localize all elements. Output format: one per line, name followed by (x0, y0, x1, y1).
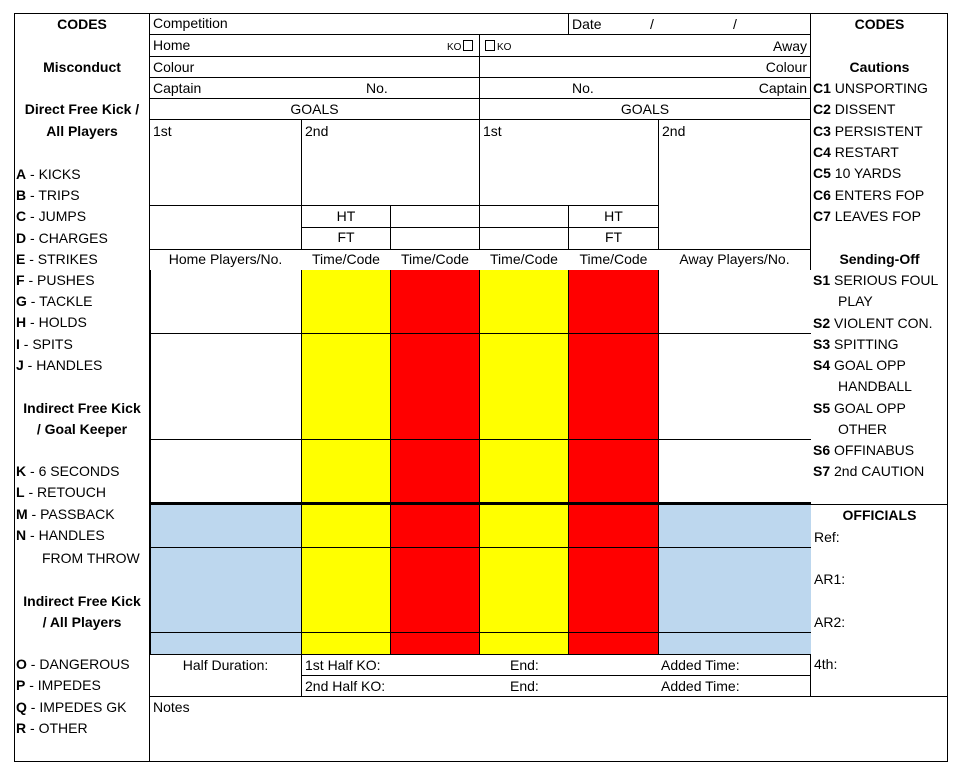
dfk-title-line2: All Players (46, 123, 118, 139)
code-key: N (16, 526, 27, 543)
player-caution-time-cell[interactable] (479, 440, 569, 462)
player-caution-time-cell[interactable] (479, 418, 569, 440)
code-separator: - (24, 272, 38, 288)
code-label: HOLDS (38, 314, 87, 331)
code-c4 (813, 143, 899, 161)
notes-label[interactable]: Notes (153, 699, 190, 715)
left-codes-header: CODES (57, 16, 107, 32)
date-divider (568, 13, 569, 35)
player-caution-time-cell[interactable] (301, 334, 391, 356)
code-key: C4 (813, 143, 831, 160)
sub-away-name-cell[interactable] (658, 590, 811, 612)
code-key: L (16, 484, 25, 501)
code-key: D (16, 229, 27, 246)
code-s7 (813, 462, 924, 480)
code-separator: - (26, 698, 40, 715)
sub-sendoff-time-cell[interactable] (390, 590, 480, 612)
player-sendoff-time-cell[interactable] (568, 334, 659, 356)
player-sendoff-time-cell[interactable] (568, 482, 659, 504)
second-half-end-label[interactable]: End: (510, 678, 539, 694)
second-half-ko-label[interactable]: 2nd Half KO: (305, 678, 386, 694)
sub-caution-time-cell[interactable] (479, 611, 569, 633)
away-goals-1st[interactable]: 1st (483, 123, 502, 139)
sub-caution-time-cell[interactable] (301, 611, 391, 633)
sub-away-name-cell[interactable] (658, 611, 811, 633)
sub-sendoff-time-cell[interactable] (390, 569, 480, 591)
away-ht-label: HT (604, 208, 623, 224)
code-key: R (16, 719, 27, 736)
sub-caution-time-cell[interactable] (479, 548, 569, 570)
code-label: SERIOUS FOUL (834, 272, 939, 288)
official-ref-label: Ref: (814, 529, 840, 545)
sub-caution-time-cell[interactable] (301, 633, 391, 655)
code-separator: - (26, 463, 39, 479)
footer-divider (301, 654, 302, 696)
player-caution-time-cell[interactable] (301, 312, 391, 334)
player-home-name-cell[interactable] (150, 376, 302, 398)
first-half-added-time-label[interactable]: Added Time: (661, 657, 740, 673)
date-separator-1: / (650, 16, 654, 32)
home-ko-label: KO (447, 42, 462, 53)
player-home-name-cell[interactable] (150, 270, 302, 292)
sub-sendoff-time-cell[interactable] (568, 611, 659, 633)
code-key: S7 (813, 463, 831, 479)
ifk-all-title-line2: / All Players (42, 614, 122, 630)
code-key: O (16, 656, 27, 672)
code-label: PUSHES (37, 272, 95, 288)
sub-away-name-cell[interactable] (658, 505, 811, 527)
home-goals-2nd[interactable]: 2nd (305, 123, 329, 139)
code-j (16, 356, 102, 374)
code-d (16, 229, 108, 247)
away-goals-2nd[interactable]: 2nd (662, 123, 686, 139)
player-caution-time-cell[interactable] (301, 355, 391, 377)
code-l (16, 483, 106, 501)
code-key: E (16, 250, 26, 267)
code-label: JUMPS (38, 208, 87, 225)
misconduct-title: Misconduct (43, 59, 121, 75)
code-separator: - (26, 187, 39, 204)
code-s3 (813, 335, 899, 353)
code-label: 2nd CAUTION (834, 463, 925, 479)
player-away-name-cell[interactable] (658, 291, 811, 313)
code-label: OFFINABUS (834, 442, 915, 458)
code-label: KICKS (38, 166, 81, 182)
code-label: 10 YARDS (834, 165, 902, 182)
code-separator: - (26, 526, 39, 543)
footer-top-rule (150, 654, 811, 655)
competition-row (150, 13, 810, 35)
sub-caution-time-cell[interactable] (301, 569, 391, 591)
code-separator: - (26, 166, 39, 182)
code-separator: - (26, 314, 39, 331)
code-key: C2 (813, 101, 831, 118)
code-label: STRIKES (37, 250, 98, 267)
away-colour-label[interactable]: Colour (765, 59, 807, 75)
code-separator: - (25, 250, 38, 267)
sub-away-name-cell[interactable] (658, 548, 811, 570)
player-sendoff-time-cell[interactable] (390, 418, 480, 440)
code-label: PASSBACK (40, 505, 115, 522)
player-sendoff-time-cell[interactable] (568, 312, 659, 334)
code-key: C3 (813, 122, 831, 139)
code-m (16, 505, 115, 523)
away-label[interactable]: Away (773, 38, 807, 54)
sub-sendoff-time-cell[interactable] (390, 526, 480, 548)
player-caution-time-cell[interactable] (301, 376, 391, 398)
code-c3 (813, 122, 923, 140)
sub-sendoff-time-cell[interactable] (568, 590, 659, 612)
home-sendoff-time-header: Time/Code (401, 251, 469, 267)
player-caution-time-cell[interactable] (301, 482, 391, 504)
cautions-title: Cautions (849, 59, 910, 75)
code-label: PERSISTENT (834, 122, 923, 139)
ifk-all-title-line1: Indirect Free Kick (23, 593, 141, 609)
code-key: P (16, 677, 26, 694)
code-label: HANDLES (38, 526, 105, 543)
player-sendoff-time-cell[interactable] (568, 397, 659, 419)
player-caution-time-cell[interactable] (479, 312, 569, 334)
sub-sendoff-time-cell[interactable] (568, 526, 659, 548)
code-label: ENTERS FOP (834, 186, 925, 203)
code-e (16, 250, 98, 268)
sub-sendoff-time-cell[interactable] (568, 548, 659, 570)
player-home-name-cell[interactable] (150, 334, 302, 356)
code-separator: - (26, 656, 40, 672)
player-away-name-cell[interactable] (658, 461, 811, 483)
home-goals-1st[interactable]: 1st (153, 123, 172, 139)
player-sendoff-time-cell[interactable] (568, 355, 659, 377)
code-key: H (16, 314, 27, 331)
sub-sendoff-time-cell[interactable] (390, 611, 480, 633)
sub-home-name-cell[interactable] (150, 526, 302, 548)
sub-home-name-cell[interactable] (150, 569, 302, 591)
player-sendoff-time-cell[interactable] (568, 461, 659, 483)
code-g (16, 292, 93, 310)
code-key: S6 (813, 442, 831, 458)
ht-ft-inner-divider-left (390, 205, 391, 249)
sub-caution-time-cell[interactable] (479, 590, 569, 612)
home-goals-label: GOALS (290, 101, 339, 117)
player-caution-time-cell[interactable] (301, 461, 391, 483)
code-key: F (16, 272, 25, 288)
player-sendoff-time-cell[interactable] (390, 440, 480, 462)
away-sendoff-time-header: Time/Code (579, 251, 648, 267)
sub-sendoff-time-cell[interactable] (568, 505, 659, 527)
official-ar1-label: AR1: (814, 571, 846, 587)
code-c6 (813, 186, 924, 204)
code-s4-continuation: HANDBALL (838, 378, 912, 394)
player-caution-time-cell[interactable] (301, 440, 391, 462)
code-separator: - (27, 505, 41, 522)
code-key: S5 (813, 400, 831, 416)
code-s5 (813, 399, 906, 417)
player-sendoff-time-cell[interactable] (390, 334, 480, 356)
code-separator: - (26, 229, 39, 246)
code-separator: - (26, 719, 39, 736)
code-label: HANDLES (36, 356, 103, 373)
code-c2 (813, 100, 895, 118)
officials-top-rule (811, 504, 948, 505)
code-key: K (16, 463, 27, 479)
code-label: 6 SECONDS (38, 463, 120, 479)
code-label: RESTART (834, 143, 899, 160)
code-separator: - (19, 335, 33, 352)
code-separator: - (26, 208, 39, 225)
code-label: LEAVES FOP (834, 207, 921, 224)
sub-home-name-cell[interactable] (150, 548, 302, 570)
code-label: CHARGES (38, 229, 108, 246)
home-ko-toggle[interactable] (447, 39, 475, 57)
code-label: SPITS (32, 335, 73, 352)
code-n (16, 526, 105, 544)
officials-bottom-rule (811, 696, 948, 697)
code-label: DISSENT (834, 101, 896, 118)
code-s2 (813, 314, 933, 332)
player-away-name-cell[interactable] (658, 334, 811, 356)
player-away-name-cell[interactable] (658, 397, 811, 419)
player-caution-time-cell[interactable] (479, 270, 569, 292)
away-goals-half-divider (658, 120, 659, 249)
code-key: J (16, 356, 24, 373)
sub-caution-time-cell[interactable] (479, 505, 569, 527)
sub-caution-time-cell[interactable] (301, 590, 391, 612)
code-label: TRIPS (38, 187, 80, 204)
player-sendoff-time-cell[interactable] (390, 376, 480, 398)
player-home-name-cell[interactable] (150, 397, 302, 419)
code-key: Q (16, 698, 27, 715)
code-separator: - (25, 677, 38, 694)
code-label: GOAL OPP (834, 400, 906, 416)
home-captain-no-label[interactable]: No. (366, 80, 388, 96)
sendoff-title: Sending-Off (839, 251, 920, 267)
code-key: C6 (813, 186, 831, 203)
code-c1 (813, 79, 928, 97)
player-caution-time-cell[interactable] (301, 418, 391, 440)
code-k (16, 462, 120, 480)
away-ft-label: FT (604, 229, 623, 245)
home-captain-label[interactable]: Captain (153, 80, 202, 96)
player-sendoff-time-cell[interactable] (568, 291, 659, 313)
code-f (16, 271, 95, 289)
officials-title: OFFICIALS (842, 507, 917, 523)
player-sendoff-time-cell[interactable] (390, 291, 480, 313)
sub-caution-time-cell[interactable] (479, 569, 569, 591)
code-label: IMPEDES GK (39, 698, 127, 715)
footer-mid-rule (301, 675, 811, 676)
dfk-title-line1: Direct Free Kick / (24, 101, 140, 117)
date-separator-2: / (733, 16, 737, 32)
away-goals-label: GOALS (620, 101, 670, 117)
code-s1-continuation: PLAY (838, 293, 873, 309)
sub-away-name-cell[interactable] (658, 526, 811, 548)
sub-away-name-cell[interactable] (658, 569, 811, 591)
official-ar2-label: AR2: (814, 614, 846, 630)
sub-caution-time-cell[interactable] (301, 526, 391, 548)
substitutes-separator (150, 502, 811, 505)
n-code-continuation: FROM THROW (42, 550, 140, 566)
away-ko-toggle[interactable] (483, 39, 511, 57)
sub-home-name-cell[interactable] (150, 611, 302, 633)
code-key: S1 (813, 272, 831, 288)
player-sendoff-time-cell[interactable] (390, 270, 480, 292)
code-p (16, 676, 101, 694)
second-half-added-time-label[interactable]: Added Time: (661, 678, 740, 694)
away-ko-label: KO (497, 42, 512, 53)
code-key: C (16, 208, 27, 225)
home-players-header: Home Players/No. (168, 251, 283, 267)
code-i (16, 335, 73, 353)
player-home-name-cell[interactable] (150, 355, 302, 377)
player-sendoff-time-cell[interactable] (390, 482, 480, 504)
player-away-name-cell[interactable] (658, 376, 811, 398)
home-ht-label: HT (336, 208, 356, 224)
player-sendoff-time-cell[interactable] (390, 312, 480, 334)
code-b (16, 186, 80, 204)
code-key: B (16, 187, 27, 204)
notes-top-rule (150, 696, 811, 697)
player-away-name-cell[interactable] (658, 355, 811, 377)
code-label: IMPEDES (37, 677, 101, 694)
code-separator: - (26, 293, 40, 310)
code-key: S3 (813, 336, 831, 352)
code-label: TACKLE (39, 293, 93, 310)
player-caution-time-cell[interactable] (479, 482, 569, 504)
player-sendoff-time-cell[interactable] (568, 270, 659, 292)
ifk-gk-title-line2: / Goal Keeper (36, 421, 128, 437)
code-label: OTHER (38, 719, 88, 736)
date-label[interactable]: Date (572, 16, 602, 32)
sub-sendoff-time-cell[interactable] (390, 548, 480, 570)
player-sendoff-time-cell[interactable] (568, 418, 659, 440)
sub-caution-time-cell[interactable] (479, 526, 569, 548)
code-separator: - (24, 484, 38, 501)
code-key: S4 (813, 357, 831, 373)
home-label[interactable]: Home (153, 37, 191, 53)
player-caution-time-cell[interactable] (301, 291, 391, 313)
player-home-name-cell[interactable] (150, 312, 302, 334)
code-label: RETOUCH (37, 484, 106, 501)
away-caution-time-header: Time/Code (490, 251, 558, 267)
player-caution-time-cell[interactable] (301, 397, 391, 419)
player-caution-time-cell[interactable] (479, 461, 569, 483)
code-label: UNSPORTING (834, 80, 928, 96)
player-away-name-cell[interactable] (658, 482, 811, 504)
player-sendoff-time-cell[interactable] (390, 461, 480, 483)
code-o (16, 655, 130, 673)
first-half-end-label[interactable]: End: (510, 657, 539, 673)
code-key: C1 (813, 80, 831, 96)
away-ko-checkbox[interactable] (485, 40, 495, 51)
player-caution-time-cell[interactable] (479, 397, 569, 419)
sub-caution-time-cell[interactable] (301, 505, 391, 527)
sub-sendoff-time-cell[interactable] (390, 633, 480, 655)
home-caution-time-header: Time/Code (312, 251, 380, 267)
code-r (16, 719, 88, 737)
player-sendoff-time-cell[interactable] (568, 440, 659, 462)
first-half-ko-label[interactable]: 1st Half KO: (305, 657, 381, 673)
code-separator: - (23, 356, 37, 373)
player-home-name-cell[interactable] (150, 482, 302, 504)
away-players-header: Away Players/No. (679, 251, 790, 267)
half-duration-label[interactable]: Half Duration: (182, 657, 269, 673)
player-home-name-cell[interactable] (150, 461, 302, 483)
sub-away-name-cell[interactable] (658, 633, 811, 655)
sub-sendoff-time-cell[interactable] (390, 505, 480, 527)
player-caution-time-cell[interactable] (301, 270, 391, 292)
away-ht-top-rule (480, 205, 659, 206)
sub-sendoff-time-cell[interactable] (568, 633, 659, 655)
away-captain-label[interactable]: Captain (758, 80, 807, 96)
code-key: C5 (813, 165, 831, 182)
away-captain-no-label[interactable]: No. (572, 80, 594, 96)
player-caution-time-cell[interactable] (479, 376, 569, 398)
code-label: VIOLENT CON. (834, 315, 933, 331)
sub-home-name-cell[interactable] (150, 590, 302, 612)
player-home-name-cell[interactable] (150, 418, 302, 440)
player-away-name-cell[interactable] (658, 270, 811, 292)
player-home-name-cell[interactable] (150, 440, 302, 462)
home-ht-top-rule (150, 205, 479, 206)
official-4th-label: 4th: (814, 656, 838, 672)
home-ko-checkbox[interactable] (463, 40, 473, 51)
player-caution-time-cell[interactable] (479, 291, 569, 313)
player-caution-time-cell[interactable] (479, 355, 569, 377)
code-key: G (16, 293, 27, 310)
code-q (16, 698, 126, 716)
code-key: I (16, 335, 20, 352)
sub-sendoff-time-cell[interactable] (568, 569, 659, 591)
code-s6 (813, 441, 914, 459)
sub-caution-time-cell[interactable] (479, 633, 569, 655)
sub-home-name-cell[interactable] (150, 633, 302, 655)
player-away-name-cell[interactable] (658, 312, 811, 334)
code-c5 (813, 164, 901, 182)
code-label: SPITTING (834, 336, 899, 352)
code-c7 (813, 207, 921, 225)
code-key: S2 (813, 315, 831, 331)
player-sendoff-time-cell[interactable] (390, 397, 480, 419)
player-home-name-cell[interactable] (150, 291, 302, 313)
code-s1 (813, 271, 938, 289)
code-key: A (16, 166, 27, 182)
code-s5-continuation: OTHER (838, 421, 887, 437)
player-away-name-cell[interactable] (658, 418, 811, 440)
right-codes-header: CODES (854, 16, 905, 32)
player-sendoff-time-cell[interactable] (390, 355, 480, 377)
player-caution-time-cell[interactable] (479, 334, 569, 356)
home-ft-label: FT (337, 229, 355, 245)
player-sendoff-time-cell[interactable] (568, 376, 659, 398)
code-label: DANGEROUS (39, 656, 130, 672)
ifk-gk-title-line1: Indirect Free Kick (23, 400, 141, 416)
code-h (16, 313, 87, 331)
sub-caution-time-cell[interactable] (301, 548, 391, 570)
home-colour-label[interactable]: Colour (153, 59, 195, 75)
code-label: GOAL OPP (834, 357, 906, 373)
code-c (16, 207, 86, 225)
code-key: C7 (813, 207, 831, 224)
code-key: M (16, 505, 28, 522)
competition-label[interactable]: Competition (153, 15, 228, 31)
player-away-name-cell[interactable] (658, 440, 811, 462)
code-s4 (813, 356, 906, 374)
code-a (16, 165, 81, 183)
sub-home-name-cell[interactable] (150, 505, 302, 527)
